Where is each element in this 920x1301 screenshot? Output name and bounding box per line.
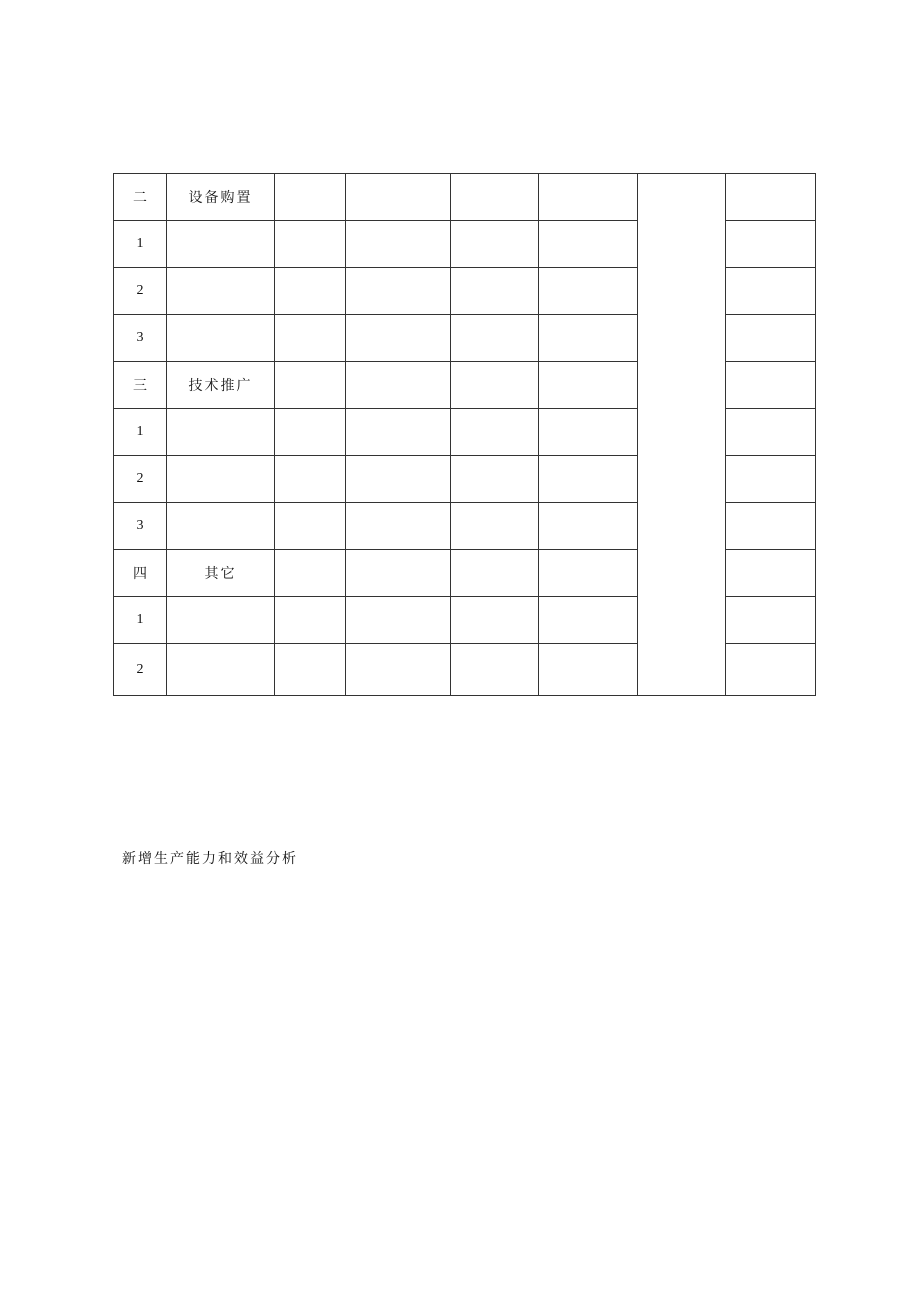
table-cell bbox=[451, 362, 539, 409]
table-cell bbox=[346, 503, 451, 550]
table-cell bbox=[726, 221, 816, 268]
table-cell bbox=[346, 597, 451, 644]
table-cell bbox=[539, 597, 638, 644]
table-cell bbox=[346, 644, 451, 696]
table-cell bbox=[726, 597, 816, 644]
row-label bbox=[167, 221, 275, 268]
table-cell bbox=[539, 268, 638, 315]
row-index: 1 bbox=[114, 597, 167, 644]
row-index: 3 bbox=[114, 503, 167, 550]
table-cell bbox=[451, 409, 539, 456]
table-cell bbox=[275, 550, 346, 597]
row-label: 设备购置 bbox=[167, 174, 275, 221]
row-index: 二 bbox=[114, 174, 167, 221]
row-index: 四 bbox=[114, 550, 167, 597]
table-cell bbox=[726, 550, 816, 597]
table-cell bbox=[539, 362, 638, 409]
table-cell bbox=[726, 315, 816, 362]
table-cell bbox=[275, 268, 346, 315]
table-cell bbox=[346, 221, 451, 268]
row-index: 1 bbox=[114, 221, 167, 268]
table-cell bbox=[275, 644, 346, 696]
row-index: 2 bbox=[114, 456, 167, 503]
table-cell bbox=[346, 456, 451, 503]
table-cell bbox=[346, 174, 451, 221]
table-cell bbox=[726, 456, 816, 503]
table-cell bbox=[275, 503, 346, 550]
table-cell bbox=[346, 362, 451, 409]
row-index: 3 bbox=[114, 315, 167, 362]
merged-cell bbox=[638, 174, 726, 696]
table-cell bbox=[275, 174, 346, 221]
table-cell bbox=[726, 503, 816, 550]
budget-table-body bbox=[114, 174, 816, 696]
table-cell bbox=[539, 221, 638, 268]
table-cell bbox=[726, 268, 816, 315]
row-label bbox=[167, 644, 275, 696]
table-cell bbox=[451, 550, 539, 597]
table-row bbox=[114, 174, 816, 221]
table-cell bbox=[726, 362, 816, 409]
table-cell bbox=[539, 315, 638, 362]
row-label bbox=[167, 597, 275, 644]
table-cell bbox=[451, 503, 539, 550]
table-cell bbox=[275, 221, 346, 268]
table-cell bbox=[726, 644, 816, 696]
table-cell bbox=[539, 550, 638, 597]
table-cell bbox=[275, 456, 346, 503]
table-cell bbox=[275, 362, 346, 409]
row-label bbox=[167, 503, 275, 550]
table-cell bbox=[539, 503, 638, 550]
row-index: 2 bbox=[114, 644, 167, 696]
table-cell bbox=[451, 315, 539, 362]
table-cell bbox=[451, 221, 539, 268]
table-cell bbox=[346, 409, 451, 456]
table-cell bbox=[275, 409, 346, 456]
table-cell bbox=[275, 315, 346, 362]
table-cell bbox=[451, 268, 539, 315]
row-label bbox=[167, 409, 275, 456]
section-caption: 新增生产能力和效益分析 bbox=[122, 851, 298, 867]
row-index: 1 bbox=[114, 409, 167, 456]
table-cell bbox=[346, 268, 451, 315]
table-cell bbox=[726, 409, 816, 456]
row-label: 其它 bbox=[167, 550, 275, 597]
table-cell bbox=[539, 644, 638, 696]
row-label bbox=[167, 456, 275, 503]
table-cell bbox=[726, 174, 816, 221]
table-cell bbox=[275, 597, 346, 644]
table-cell bbox=[539, 456, 638, 503]
table-cell bbox=[451, 644, 539, 696]
table-cell bbox=[451, 174, 539, 221]
row-label bbox=[167, 268, 275, 315]
table-cell bbox=[346, 315, 451, 362]
table-cell bbox=[346, 550, 451, 597]
row-index: 2 bbox=[114, 268, 167, 315]
table-cell bbox=[451, 456, 539, 503]
table-cell bbox=[539, 174, 638, 221]
row-label: 技术推广 bbox=[167, 362, 275, 409]
table-cell bbox=[451, 597, 539, 644]
row-label bbox=[167, 315, 275, 362]
table-cell bbox=[539, 409, 638, 456]
budget-table bbox=[113, 173, 816, 696]
row-index: 三 bbox=[114, 362, 167, 409]
